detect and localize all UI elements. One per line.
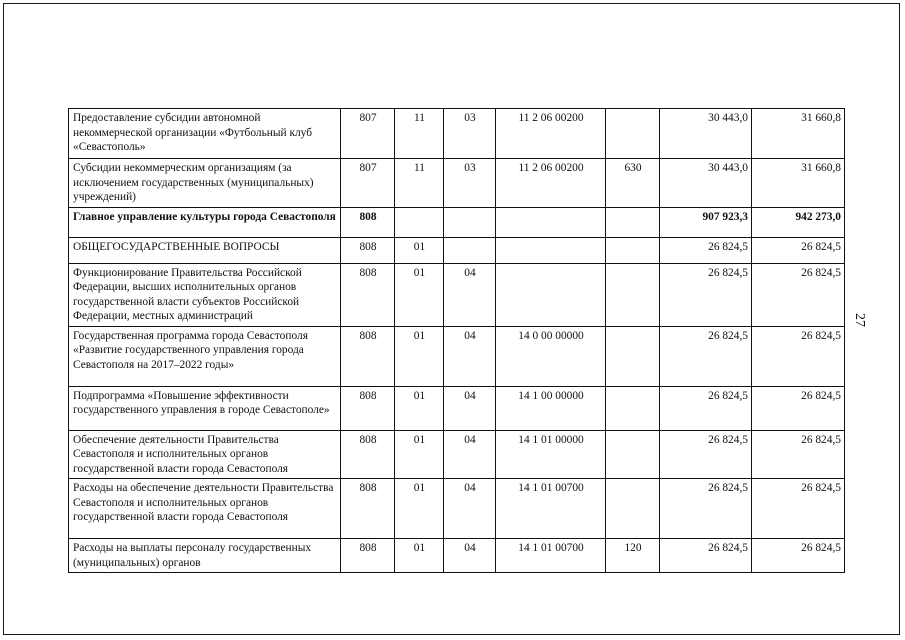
cell-section-code: 11 bbox=[395, 159, 444, 208]
cell-amount-year-1: 26 824,5 bbox=[660, 479, 752, 539]
cell-target-article: 14 1 01 00700 bbox=[496, 539, 606, 573]
table-row bbox=[69, 326, 845, 386]
cell-subsection-code: 04 bbox=[444, 326, 496, 386]
cell-target-article: 14 0 00 00000 bbox=[496, 326, 606, 386]
cell-amount-year-1: 26 824,5 bbox=[660, 539, 752, 573]
cell-ministry-code: 808 bbox=[341, 386, 395, 430]
cell-section-code: 01 bbox=[395, 539, 444, 573]
cell-section-code bbox=[395, 207, 444, 237]
cell-amount-year-2: 26 824,5 bbox=[752, 326, 845, 386]
cell-amount-year-2: 26 824,5 bbox=[752, 539, 845, 573]
cell-target-article: 14 1 01 00000 bbox=[496, 430, 606, 479]
cell-ministry-code: 808 bbox=[341, 430, 395, 479]
cell-ministry-code: 808 bbox=[341, 207, 395, 237]
cell-amount-year-2: 26 824,5 bbox=[752, 430, 845, 479]
cell-name: Главное управление культуры города Севастополя bbox=[69, 207, 341, 237]
cell-amount-year-1: 907 923,3 bbox=[660, 207, 752, 237]
cell-amount-year-1: 26 824,5 bbox=[660, 386, 752, 430]
cell-target-article: 11 2 06 00200 bbox=[496, 109, 606, 159]
cell-amount-year-1: 30 443,0 bbox=[660, 109, 752, 159]
table-row bbox=[69, 237, 845, 263]
cell-section-code: 01 bbox=[395, 326, 444, 386]
cell-subsection-code bbox=[444, 207, 496, 237]
cell-amount-year-1: 26 824,5 bbox=[660, 263, 752, 326]
cell-name: Расходы на выплаты персоналу государственных (муниципальных) органов bbox=[69, 539, 341, 573]
cell-expense-type: 630 bbox=[606, 159, 660, 208]
cell-amount-year-2: 26 824,5 bbox=[752, 479, 845, 539]
cell-section-code: 01 bbox=[395, 263, 444, 326]
cell-expense-type bbox=[606, 326, 660, 386]
cell-expense-type bbox=[606, 386, 660, 430]
cell-expense-type bbox=[606, 263, 660, 326]
cell-section-code: 01 bbox=[395, 479, 444, 539]
cell-amount-year-1: 26 824,5 bbox=[660, 237, 752, 263]
cell-amount-year-2: 26 824,5 bbox=[752, 237, 845, 263]
cell-section-code: 11 bbox=[395, 109, 444, 159]
cell-name: Подпрограмма «Повышение эффективности государственного управления в городе Севастополе» bbox=[69, 386, 341, 430]
cell-target-article bbox=[496, 207, 606, 237]
cell-ministry-code: 808 bbox=[341, 237, 395, 263]
cell-ministry-code: 808 bbox=[341, 479, 395, 539]
budget-table bbox=[68, 108, 845, 573]
table-row bbox=[69, 479, 845, 539]
table-row bbox=[69, 159, 845, 208]
cell-name: Государственная программа города Севастополя «Развитие государственного управления города Севастополя на 2017–2022 годы» bbox=[69, 326, 341, 386]
cell-amount-year-1: 26 824,5 bbox=[660, 326, 752, 386]
cell-amount-year-2: 26 824,5 bbox=[752, 386, 845, 430]
cell-ministry-code: 808 bbox=[341, 326, 395, 386]
cell-subsection-code: 04 bbox=[444, 539, 496, 573]
cell-expense-type bbox=[606, 207, 660, 237]
table-row bbox=[69, 109, 845, 159]
cell-amount-year-2: 31 660,8 bbox=[752, 159, 845, 208]
cell-target-article: 14 1 01 00700 bbox=[496, 479, 606, 539]
cell-section-code: 01 bbox=[395, 430, 444, 479]
cell-expense-type: 120 bbox=[606, 539, 660, 573]
cell-name: Обеспечение деятельности Правительства Севастополя и исполнительных органов государственной власти города Севастополя bbox=[69, 430, 341, 479]
table-row bbox=[69, 207, 845, 237]
cell-expense-type bbox=[606, 237, 660, 263]
cell-subsection-code: 04 bbox=[444, 386, 496, 430]
cell-name: ОБЩЕГОСУДАРСТВЕННЫЕ ВОПРОСЫ bbox=[69, 237, 341, 263]
table-row bbox=[69, 539, 845, 573]
cell-target-article: 14 1 00 00000 bbox=[496, 386, 606, 430]
cell-amount-year-2: 26 824,5 bbox=[752, 263, 845, 326]
cell-name: Предоставление субсидии автономной некоммерческой организации «Футбольный клуб «Севастополь» bbox=[69, 109, 341, 159]
cell-subsection-code: 04 bbox=[444, 479, 496, 539]
table-row bbox=[69, 263, 845, 326]
cell-subsection-code: 04 bbox=[444, 430, 496, 479]
cell-subsection-code bbox=[444, 237, 496, 263]
cell-subsection-code: 03 bbox=[444, 159, 496, 208]
cell-expense-type bbox=[606, 479, 660, 539]
cell-ministry-code: 808 bbox=[341, 539, 395, 573]
cell-ministry-code: 807 bbox=[341, 109, 395, 159]
table-row bbox=[69, 386, 845, 430]
cell-amount-year-2: 942 273,0 bbox=[752, 207, 845, 237]
cell-name: Расходы на обеспечение деятельности Правительства Севастополя и исполнительных органов государственной власти города Севастополя bbox=[69, 479, 341, 539]
cell-target-article: 11 2 06 00200 bbox=[496, 159, 606, 208]
cell-amount-year-2: 31 660,8 bbox=[752, 109, 845, 159]
cell-ministry-code: 807 bbox=[341, 159, 395, 208]
cell-name: Функционирование Правительства Российской Федерации, высших исполнительных органов государственной власти субъектов Российской Федерации, местных администраций bbox=[69, 263, 341, 326]
cell-amount-year-1: 30 443,0 bbox=[660, 159, 752, 208]
cell-section-code: 01 bbox=[395, 386, 444, 430]
cell-expense-type bbox=[606, 430, 660, 479]
cell-amount-year-1: 26 824,5 bbox=[660, 430, 752, 479]
cell-name: Субсидии некоммерческим организациям (за исключением государственных (муниципальных) учреждений) bbox=[69, 159, 341, 208]
cell-target-article bbox=[496, 237, 606, 263]
cell-target-article bbox=[496, 263, 606, 326]
table-row bbox=[69, 430, 845, 479]
cell-section-code: 01 bbox=[395, 237, 444, 263]
cell-subsection-code: 03 bbox=[444, 109, 496, 159]
cell-subsection-code: 04 bbox=[444, 263, 496, 326]
cell-expense-type bbox=[606, 109, 660, 159]
cell-ministry-code: 808 bbox=[341, 263, 395, 326]
page-number: 27 bbox=[852, 313, 867, 327]
